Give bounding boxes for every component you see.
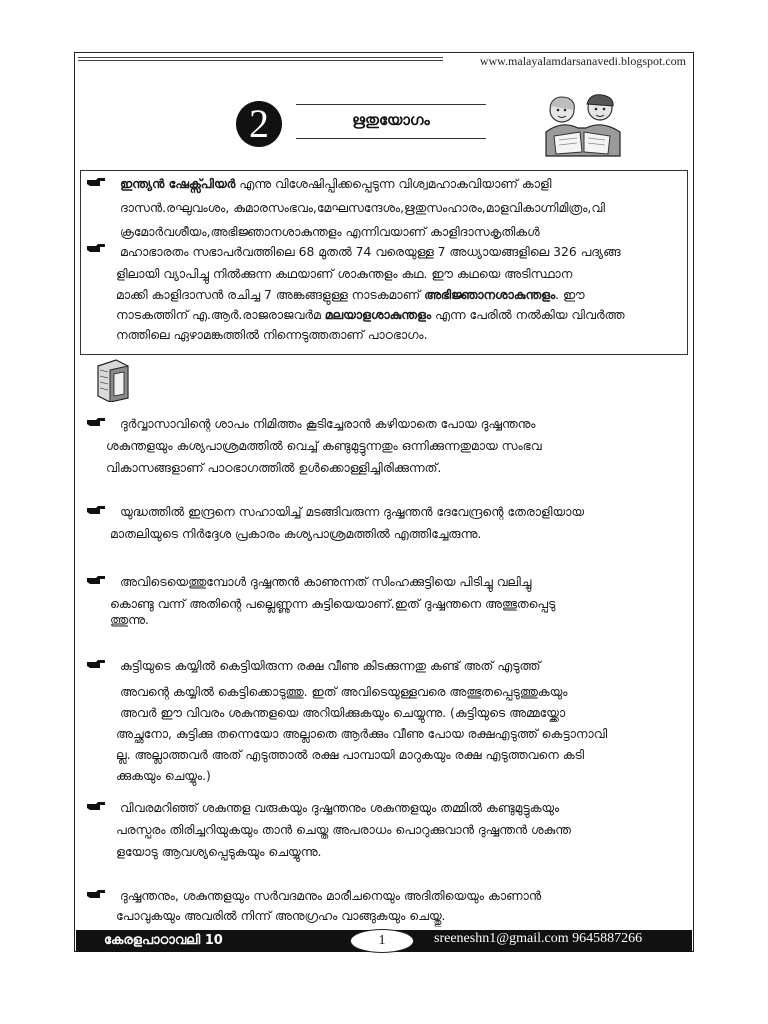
pointing-hand-icon	[86, 574, 106, 586]
intro-text: എന്ന പേരിൽ നൽകിയ വിവർത്ത	[431, 307, 625, 322]
footer-contact: sreeneshn1@gmail.com 9645887266	[434, 931, 643, 946]
intro-text: മാക്കി കാളിദാസൻ രചിച്ച 7 അങ്കങ്ങളുള്ള നാടകമാണ്	[116, 287, 425, 302]
point-4-line-2: അവന്റെ കയ്യിൽ കെട്ടിക്കൊടുത്തു. ഇത് അവിടെയുള്ളവരെ അത്ഭുതപ്പെടുത്തുകയും	[120, 684, 568, 699]
point-3-line-3: ത്തുന്നു.	[110, 612, 149, 627]
point-2-line-1: യുദ്ധത്തിൽ ഇന്ദ്രനെ സഹായിച്ച് മടങ്ങിവരുന്ന ദുഷ്ഷന്തൻ ദേവേന്ദ്രന്റെ തേരാളിയായ	[120, 504, 585, 519]
point-1-line-1: ദുർവ്വാസാവിന്റെ ശാപം നിമിത്തം കൂടിച്ചേരാൻ കഴിയാതെ പോയ ദുഷ്ഷന്തനും	[120, 416, 536, 431]
book-icon	[92, 358, 132, 402]
point-2-line-2: മാതലിയുടെ നിർദ്ദേശ പ്രകാരം കശ്യപാശ്രമത്തിൽ എത്തിച്ചേരുന്നു.	[110, 526, 482, 541]
pointing-hand-icon	[86, 416, 106, 428]
point-5-line-3: ളയോടു ആവശ്യപ്പെടുകയും ചെയ്യുന്നു.	[116, 844, 322, 859]
chapter-number-badge: 2	[236, 101, 282, 147]
intro-line-8: നത്തിലെ ഏഴാമങ്കത്തിൽ നിന്നെടുത്തതാണ് പാഠഭാഗം.	[116, 327, 428, 342]
pointing-hand-icon	[86, 242, 106, 254]
point-3-line-1: അവിടെയെത്തുമ്പോൾ ദുഷ്ഷന്തൻ കാണുന്നത് സിംഹക്കുട്ടിയെ പിടിച്ചു വലിച്ചു	[120, 574, 532, 589]
point-6-line-2: പോവുകയും അവരിൽ നിന്ന് അനുഗ്രഹം വാങ്ങുകയും ചെയ്തു.	[116, 908, 446, 923]
point-6-line-1: ദുഷ്ഷന്തനും, ശകുന്തളയും സർവദമനും മാരീചനെയും അദിതിയെയും കാണാൻ	[120, 888, 542, 903]
title-rule-top	[296, 104, 486, 105]
intro-text: . ഈ	[555, 287, 585, 302]
point-4-line-6: ക്കുകയും ചെയ്യും.)	[116, 768, 211, 783]
intro-line-6	[116, 287, 584, 303]
intro-line-2: ദാസൻ.രഘുവംശം, കുമാരസംഭവം,മേഘസന്ദേശം,ഋതുസംഹാരം,മാളവികാഗ്നിമിത്രം,വി	[120, 200, 605, 215]
intro-bold-term: മലയാളശാകുന്തളം	[324, 307, 432, 322]
point-1-line-2: ശകുന്തളയും കശ്യപാശ്രമത്തിൽ വെച്ച് കണ്ടുമുട്ടുന്നതും ഒന്നിക്കുന്നതുമായ സംഭവ	[106, 438, 542, 453]
pointing-hand-icon	[86, 504, 106, 516]
point-4-line-4: അച്ഛനോ, കുട്ടിക്കു തന്നെയോ അല്ലാതെ ആർക്കും വീണു പോയ രക്ഷഎടുത്ത് കെട്ടാനാവി	[116, 726, 608, 741]
header-rules	[78, 57, 443, 63]
pointing-hand-icon	[86, 888, 106, 900]
intro-line-3: ക്രമോർവശീയം,അഭിജ്ഞാനശാകുന്തളം എന്നിവയാണ് കാളിദാസകൃതികൾ	[120, 224, 540, 239]
intro-line-1	[120, 176, 551, 192]
intro-line-5: ളിലായി വ്യാപിച്ചു നിൽക്കുന്ന കഥയാണ് ശാകുന്തളം കഥ. ഈ കഥയെ അടിസ്ഥാന	[116, 266, 573, 281]
site-url[interactable]: www.malayalamdarsanavedi.blogspot.com	[479, 54, 686, 68]
point-5-line-2: പരസ്പരം തിരിച്ചറിയുകയും താൻ ചെയ്ത അപരാധം പൊറുക്കുവാൻ ദുഷ്ഷന്തൻ ശകുന്ത	[116, 822, 571, 837]
chapter-title: ഋതുയോഗം	[352, 111, 430, 129]
title-rule-bottom	[296, 138, 486, 139]
intro-bold-term: അഭിജ്ഞാനശാകുന്തളം	[424, 287, 556, 302]
intro-line-4: മഹാഭാരതം സഭാപർവത്തിലെ 68 മുതൽ 74 വരെയുള്ള 7 അധ്യായങ്ങളിലെ 326 പദ്യങ്ങ	[120, 244, 621, 259]
intro-bold-term: ഇന്ത്യൻ ഷേക്സ്പിയർ	[120, 176, 236, 191]
point-4-line-5: ല്ല. അല്ലാത്തവർ അത് എടുത്താൽ രക്ഷ പാമ്പായി മാറുകയും രക്ഷ എടുത്തവനെ കടി	[116, 747, 585, 762]
reading-kids-illustration	[534, 92, 632, 162]
point-5-line-1: വിവരമറിഞ്ഞ് ശകുന്തള വരുകയും ദുഷ്ഷന്തനും ശകുന്തളയും തമ്മിൽ കണ്ടുമുട്ടുകയും	[120, 800, 560, 815]
point-1-line-3: വികാസങ്ങളാണ് പാഠഭാഗത്തിൽ ഉൾക്കൊള്ളിച്ചിരിക്കുന്നത്.	[106, 460, 442, 475]
intro-text: നാടകത്തിന് എ.ആർ.രാജരാജവർമ	[116, 307, 325, 322]
footer-book-title: കേരളപാഠാവലി 10	[104, 933, 223, 948]
intro-text: എന്നു വിശേഷിപ്പിക്കപ്പെടുന്ന വിശ്വമഹാകവിയാണ് കാളി	[235, 176, 552, 191]
pointing-hand-icon	[86, 176, 106, 188]
point-3-line-2: കൊണ്ടു വന്ന് അതിന്റെ പല്ലെണ്ണുന്ന കുട്ടിയെയാണ്.ഇത് ദുഷ്ഷന്തനെ അത്ഭുതപ്പെടു	[110, 596, 556, 611]
point-4-line-1: കുട്ടിയുടെ കയ്യിൽ കെട്ടിയിരുന്ന രക്ഷ വീണു കിടക്കുന്നതു കണ്ട് അത് എടുത്ത്	[120, 658, 541, 673]
pointing-hand-icon	[86, 800, 106, 812]
pointing-hand-icon	[86, 658, 106, 670]
point-4-line-3: അവർ ഈ വിവരം ശകുന്തളയെ അറിയിക്കുകയും ചെയ്യുന്നു. (കുട്ടിയുടെ അമ്മയ്ക്കോ	[120, 705, 566, 720]
page-number: 1	[350, 929, 414, 953]
intro-line-7	[116, 307, 624, 323]
